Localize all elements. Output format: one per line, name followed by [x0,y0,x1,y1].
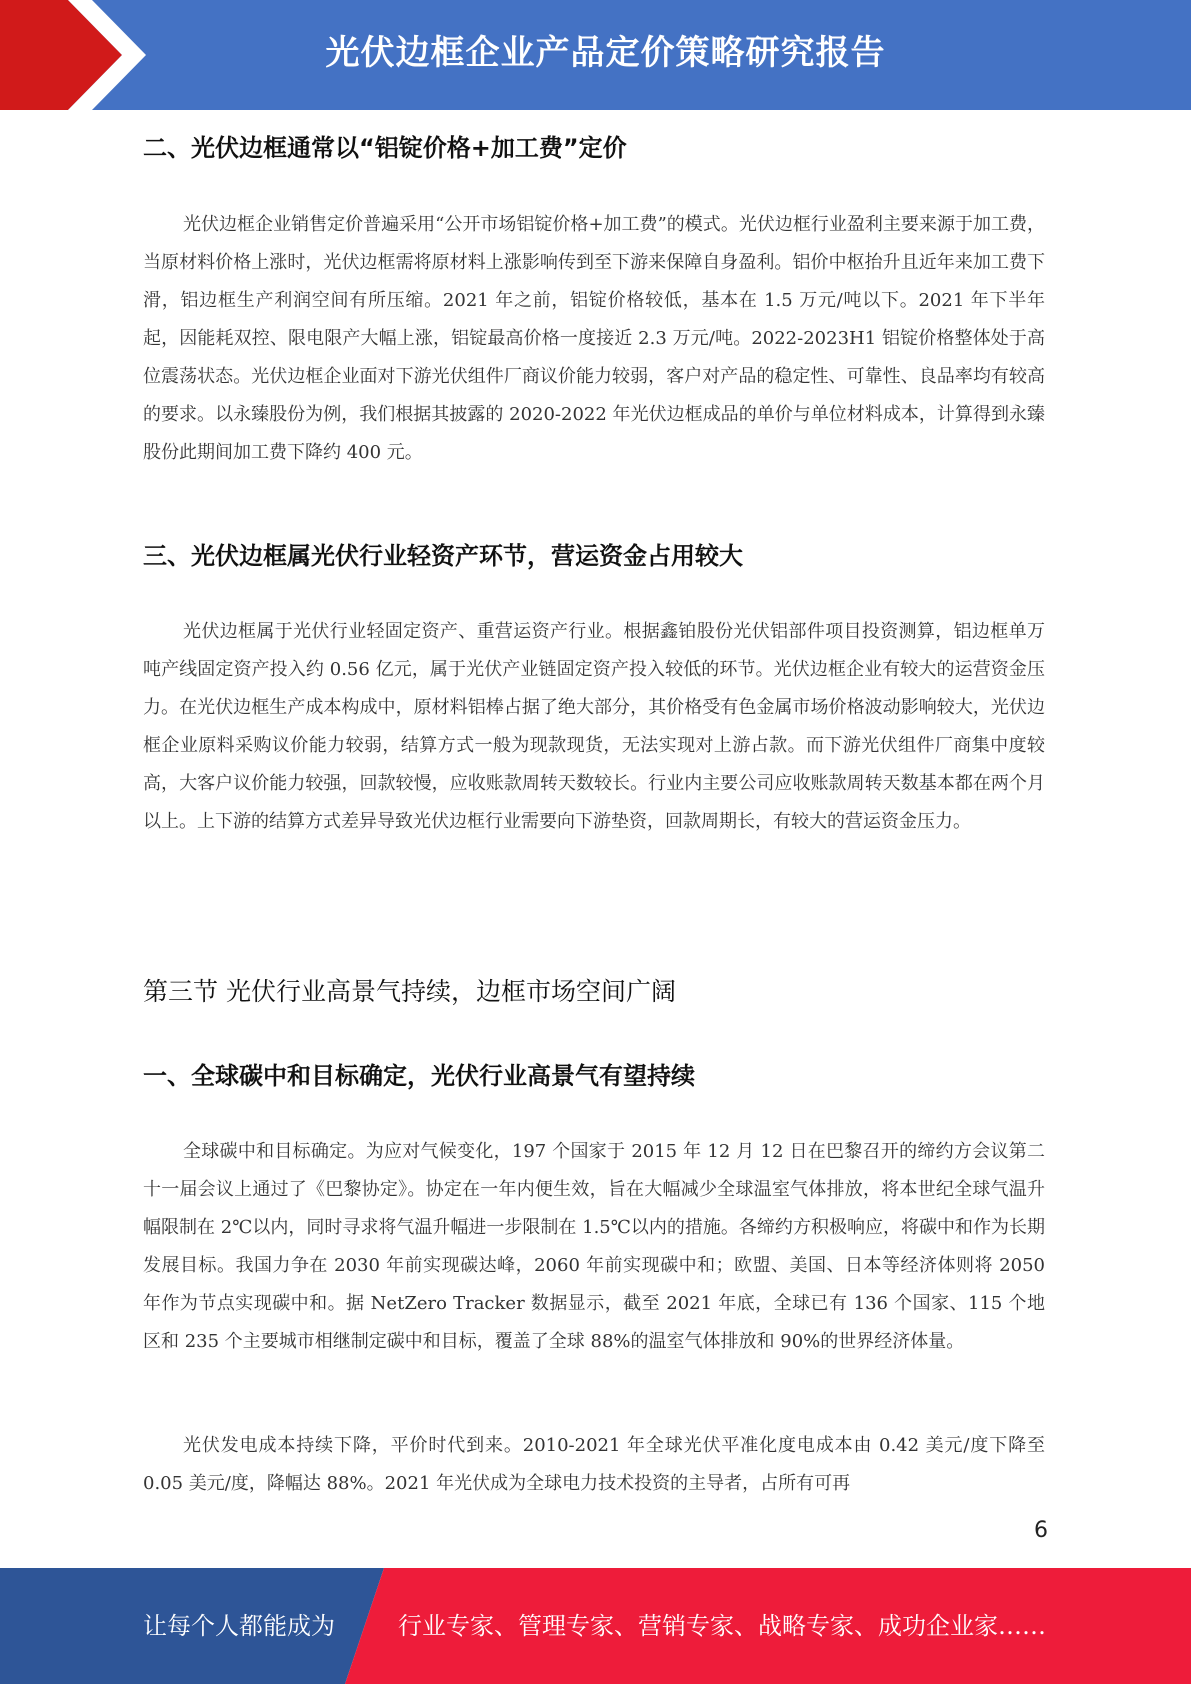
page-header [0,0,1191,110]
section-heading-pricing: 二、光伏边框通常以“铝锭价格+加工费”定价 [143,134,627,162]
page-footer [0,1568,1191,1684]
paragraph-pv-cost: 光伏发电成本持续下降，平价时代到来。2010-2021 年全球光伏平准化度电成本由 0.42 美元/度下降至 0.05 美元/度，降幅达 88%。2021 年光伏成为全球电力技术投资的主导者，占所有可再 [143,1435,1045,1494]
footer-slogan-right: 行业专家、管理专家、营销专家、战略专家、成功企业家…… [398,1612,1046,1640]
chapter-heading: 第三节 光伏行业高景气持续，边框市场空间广阔 [143,977,676,1006]
paragraph-carbon-neutral: 全球碳中和目标确定。为应对气候变化，197 个国家于 2015 年 12 月 12 日在巴黎召开的缔约方会议第二十一届会议上通过了《巴黎协定》。协定在一年内便生效，旨在大幅减少全球温室气体排放，将本世纪全球气温升幅限制在 2℃以内，同时寻求将气温升幅进一步限制在 1.5℃以内的措施。各缔约方积极响应，将碳中和作为长期发展目标。我国力争在 2030 年前实现碳达峰，2060 年前实现碳中和；欧盟、美国、日本等经济体则将 2050 年作为节点实现碳中和。据 NetZero Tracker 数据显示，截至 2021 年底，全球已有 136 个国家、115 个地区和 235 个主要城市相继制定碳中和目标，覆盖了全球 88%的温室气体排放和 90%的世界经济体量。 [143,1141,1045,1352]
section-heading-carbon-neutral: 一、全球碳中和目标确定，光伏行业高景气有望持续 [143,1062,695,1090]
paragraph-pricing: 光伏边框企业销售定价普遍采用“公开市场铝锭价格+加工费”的模式。光伏边框行业盈利主要来源于加工费，当原材料价格上涨时，光伏边框需将原材料上涨影响传到至下游来保障自身盈利。铝价中枢抬升且近年来加工费下滑，铝边框生产利润空间有所压缩。2021 年之前，铝锭价格较低，基本在 1.5 万元/吨以下。2021 年下半年起，因能耗双控、限电限产大幅上涨，铝锭最高价格一度接近 2.3 万元/吨。2022-2023H1 铝锭价格整体处于高位震荡状态。光伏边框企业面对下游光伏组件厂商议价能力较弱，客户对产品的稳定性、可靠性、良品率均有较高的要求。以永臻股份为例，我们根据其披露的 2020-2022 年光伏边框成品的单价与单位材料成本，计算得到永臻股份此期间加工费下降约 400 元。 [143,214,1045,463]
footer-slogan-left: 让每个人都能成为 [143,1612,335,1640]
section-heading-asset-light: 三、光伏边框属光伏行业轻资产环节，营运资金占用较大 [143,542,743,570]
page-number: 6 [1034,1518,1048,1543]
paragraph-asset-light: 光伏边框属于光伏行业轻固定资产、重营运资产行业。根据鑫铂股份光伏铝部件项目投资测算，铝边框单万吨产线固定资产投入约 0.56 亿元，属于光伏产业链固定资产投入较低的环节。光伏边框企业有较大的运营资金压力。在光伏边框生产成本构成中，原材料铝棒占据了绝大部分，其价格受有色金属市场价格波动影响较大，光伏边框企业原料采购议价能力较弱，结算方式一般为现款现货，无法实现对上游占款。而下游光伏组件厂商集中度较高，大客户议价能力较强，回款较慢，应收账款周转天数较长。行业内主要公司应收账款周转天数基本都在两个月以上。上下游的结算方式差异导致光伏边框行业需要向下游垫资，回款周期长，有较大的营运资金压力。 [143,621,1045,832]
report-title: 光伏边框企业产品定价策略研究报告 [325,33,886,73]
